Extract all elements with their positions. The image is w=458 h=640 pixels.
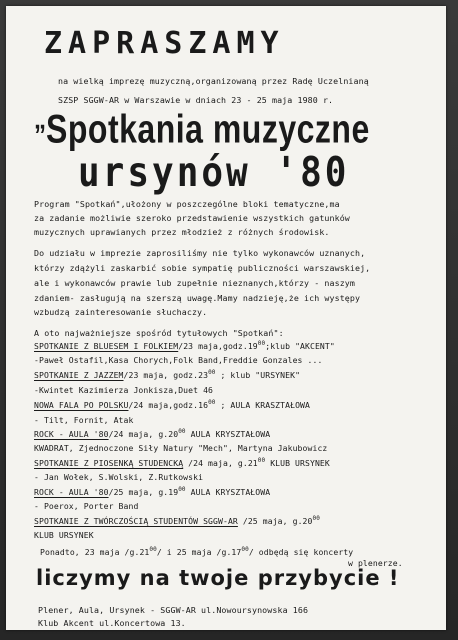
event-time-superscript: 00 [178,428,186,435]
event-time-superscript: 00 [208,399,216,406]
event-venue: ;klub "AKCENT" [265,341,335,351]
event-item [34,399,310,411]
footer-line-1: Plener, Aula, Ursynek - SGGW-AR ul.Nowoursynowska 166 [38,605,309,615]
event-venue: AULA KRYSZTAŁOWA [185,429,271,439]
event-item [34,515,320,527]
event-title: NOWA FALA PO POLSKU [34,400,129,410]
extra-superscript: 00 [149,546,157,553]
event-performers: -Kwintet Kazimierza Jonkisza,Duet 46 [34,385,214,395]
event-title: SPOTKANIE Z PIOSENKĄ STUDENCKĄ [34,458,184,468]
event-performers: - Jan Wołek, S.Wolski, Z.Rutkowski [34,472,204,482]
event-title: SPOTKANIE Z JAZZEM [34,370,124,380]
event-time-superscript: 00 [208,369,216,376]
event-details: /24 maja, g.20 [108,429,179,439]
paragraph-line: za zadanie możliwie szeroko przedstawienie wszystkich gatunków [34,213,350,223]
paragraph-line: muzycznych uprawianych przez młodzież z różnych środowisk. [34,227,330,237]
event-venue: KLUB URSYNEK [265,458,330,468]
event-item [34,340,335,352]
event-item [34,428,270,440]
event-details: /25 maja, g.20 [237,516,313,526]
event-title: SPOTKANIE Z TWÓRCZOŚCIĄ STUDENTÓW SGGW-AR [34,516,238,526]
event-performers: - Poerox, Porter Band [34,501,139,511]
title-line-2: ursynów '80 [78,149,350,197]
paragraph-line: zdaniem- zasługują na szerszą uwagę.Mamy nadzieję,że ich występy [34,293,361,303]
event-performers: KLUB URSYNEK [34,530,94,540]
event-time-superscript: 00 [257,457,266,464]
event-time-superscript: 00 [257,340,266,347]
event-details: /23 maja, godz.23 [123,370,209,380]
event-title: ROCK - AULA '80 [34,429,109,439]
event-performers: KWADRAT, Zjednoczone Siły Natury "Mech", Martyna Jakubowicz [34,443,328,453]
paragraph-line: wzbudzą zainteresowanie słuchaczy. [34,307,208,317]
event-item [34,369,300,381]
extra-text: Ponadto, 23 maja /g.21 [40,547,150,557]
event-details: /25 maja, g.19 [108,487,179,497]
intro-line-2: SZSP SGGW-AR w Warszawie w dniach 23 - 25 maja 1980 r. [58,95,334,105]
event-item [34,457,330,469]
event-title: SPOTKANIE Z BLUESEM I FOLKIEM [34,341,179,351]
paragraph-line: którzy zdążyli zaskarbić sobie sympatię publiczności warszawskiej, [34,263,371,273]
event-list-intro: A oto najważniejsze spośród tytułowych "Spotkań": [34,328,284,338]
paragraph-line: Do udziału w imprezie zaprosiliśmy nie tylko wykonawców uznanych, [34,248,366,258]
event-item [34,486,270,498]
event-details: /24 maja,godz.16 [128,400,209,410]
event-venue: ; klub "URSYNEK" [215,370,301,380]
paragraph-line: Program "Spotkań",ułożony w poszczególne bloki tematyczne,ma [34,199,340,209]
extra-concerts-line-end: w plenerze. [348,558,403,568]
event-performers: -Paweł Ostafil,Kasa Chorych,Folk Band,Freddie Gonzales ... [34,355,323,365]
poster-heading: ZAPRASZAMY [44,26,285,61]
title-line-1: Spotkania muzyczne [46,106,370,151]
extra-superscript: 00 [241,546,249,553]
slogan: liczymy na twoje przybycie ! [36,566,400,590]
event-details: /23 maja,godz.19 [178,341,258,351]
event-title: ROCK - AULA '80 [34,487,109,497]
event-details: /24 maja, g.21 [183,458,258,468]
extra-text: / odbędą się koncerty [248,547,354,557]
event-time-superscript: 00 [178,486,186,493]
footer-line-2: Klub Akcent ul.Koncertowa 13. [38,618,186,628]
event-performers: - Tilt, Fornit, Atak [34,415,134,425]
event-time-superscript: 00 [312,515,320,522]
extra-text: / i 25 maja /g.17 [156,547,242,557]
intro-line-1: na wielką imprezę muzyczną,organizowaną przez Radę Uczelnianą [58,76,369,86]
extra-concerts-line [40,546,353,558]
event-venue: ; AULA KRASZTAŁOWA [215,400,310,410]
paragraph-line: ale i wykonawców prawie lub zupełnie nieznanych,którzy - naszym [34,278,355,288]
poster-sheet [6,6,446,630]
event-venue: AULA KRYSZTAŁOWA [185,487,271,497]
title-quote-mark: „ [34,102,47,136]
